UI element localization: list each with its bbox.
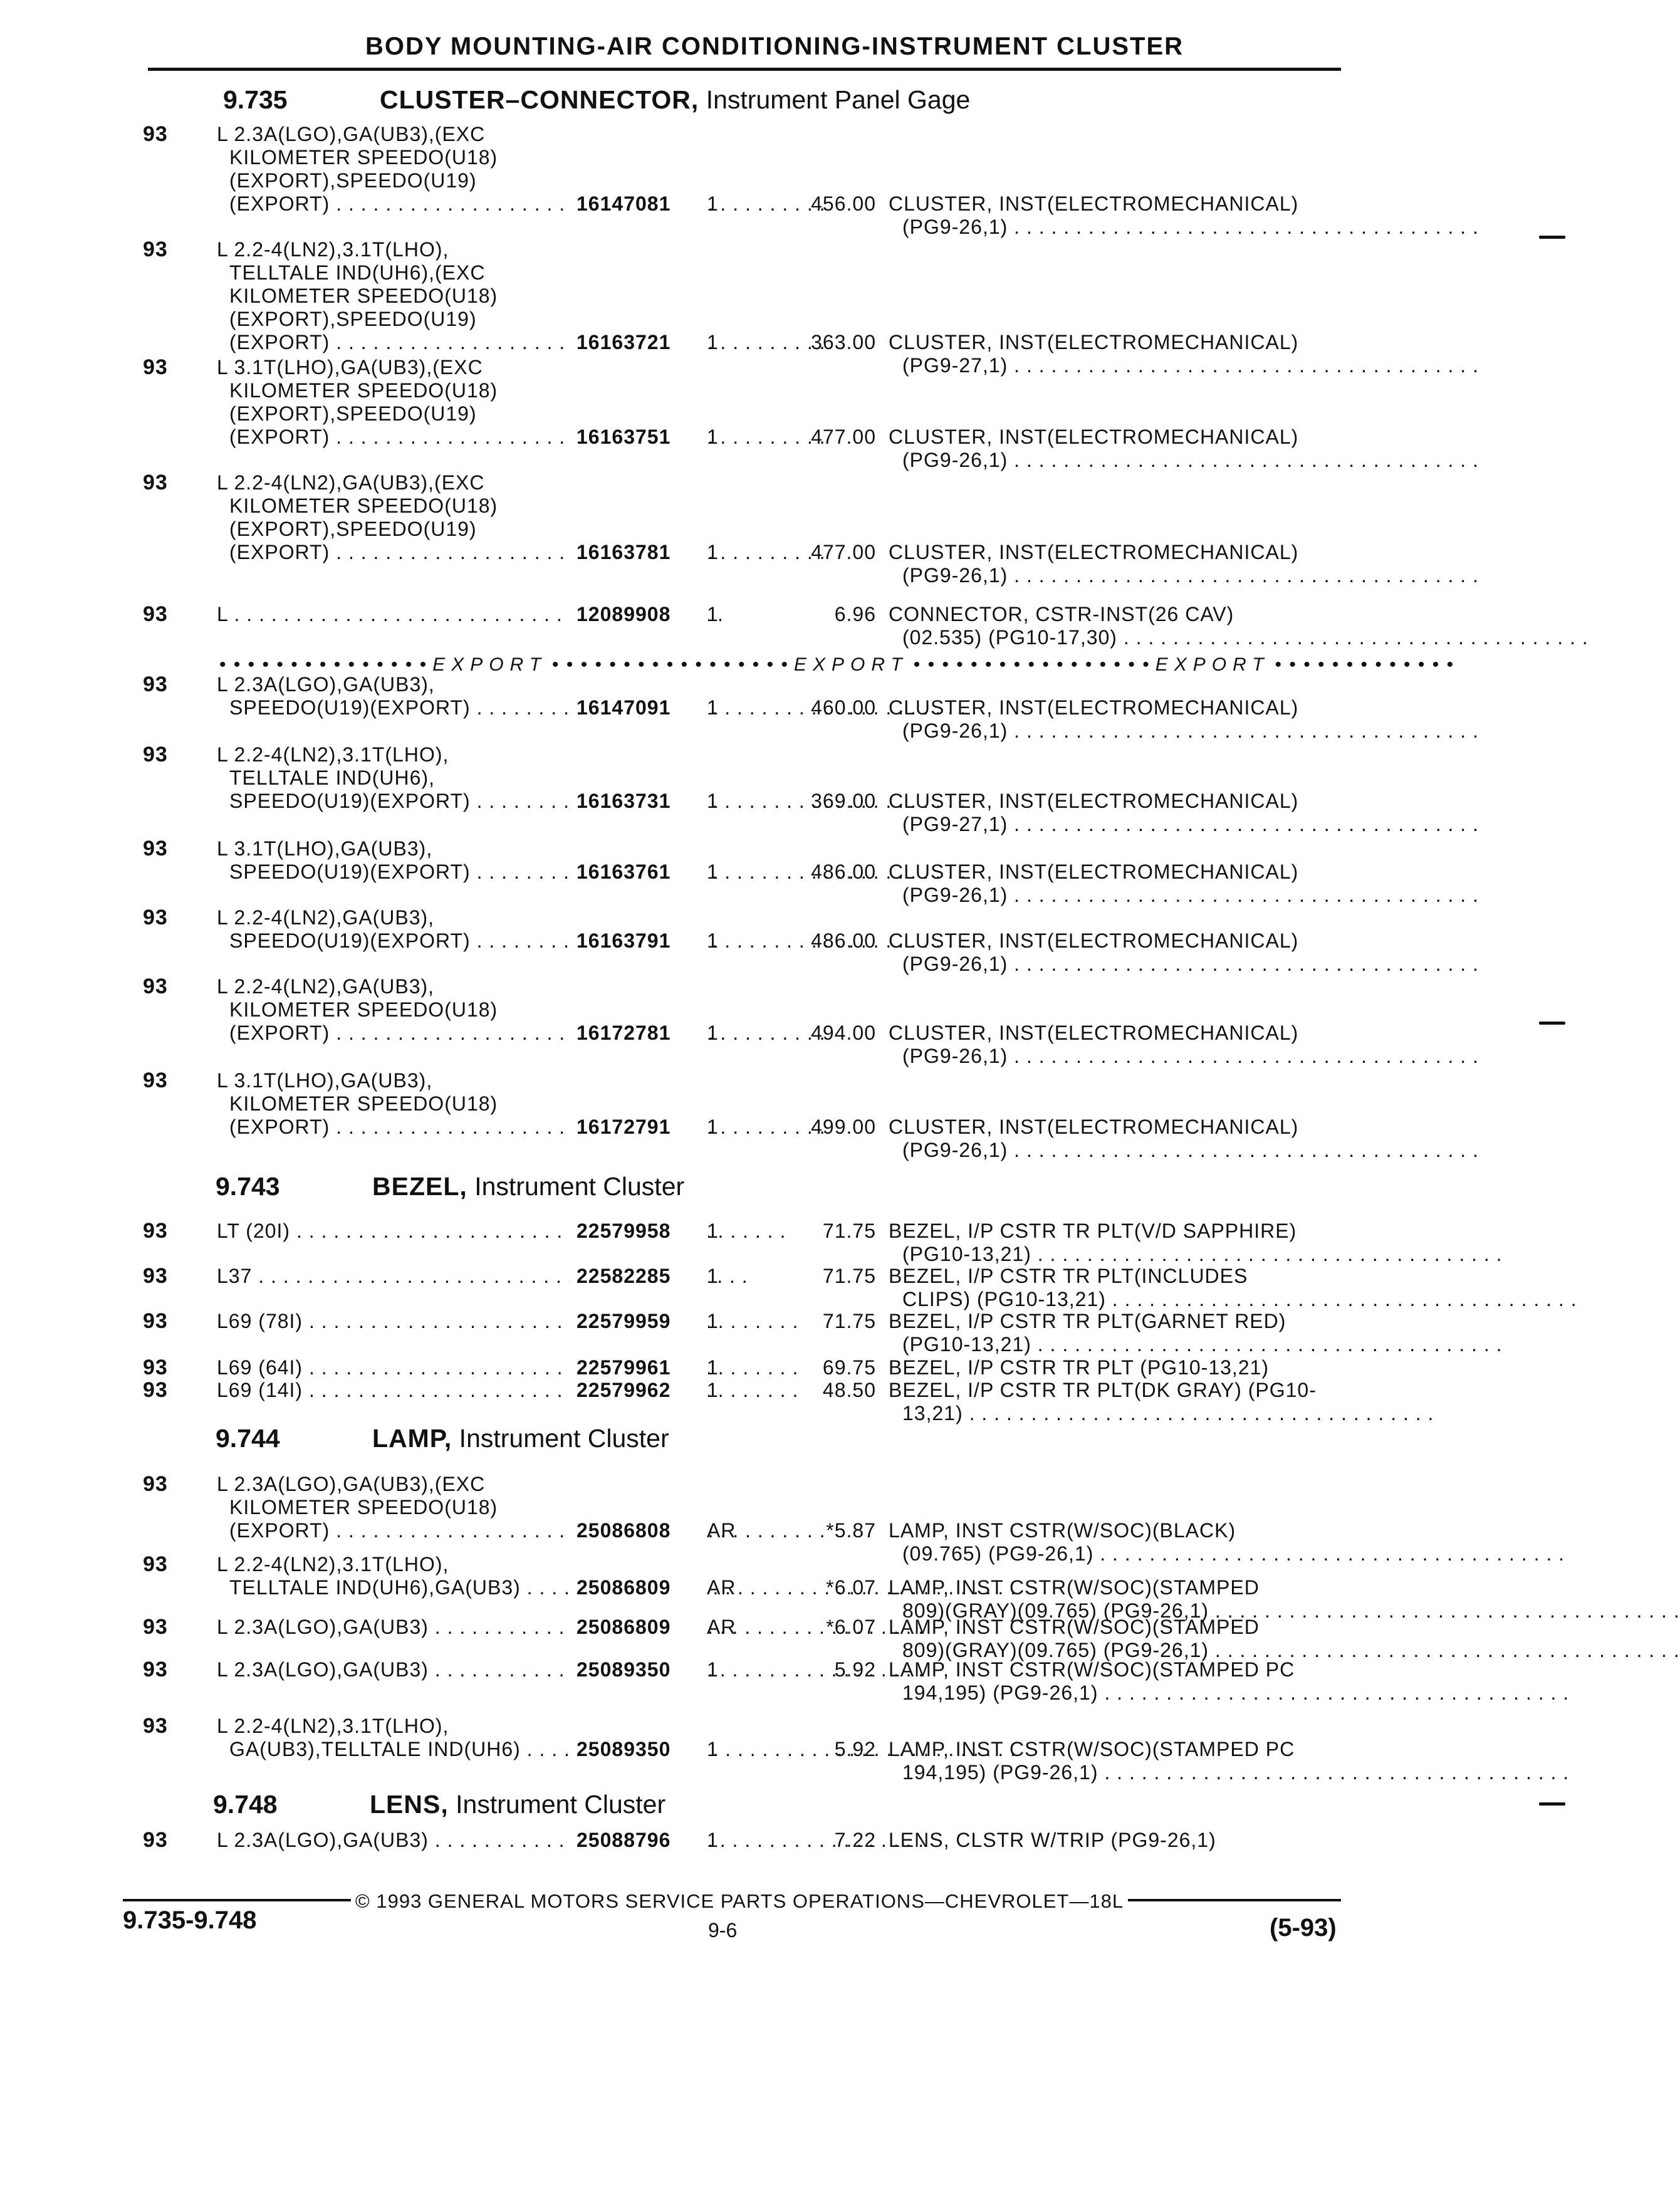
page-reference: (PG9-26,1) . . .: [889, 884, 1352, 907]
quantity: 1: [707, 1265, 719, 1287]
description-line: CLUSTER, INST(ELECTROMECHANICAL): [889, 426, 1299, 448]
quantity: 1: [707, 1220, 719, 1242]
part-number: 25088796: [570, 1829, 708, 1852]
part-number: 22582285: [570, 1265, 708, 1288]
application-line: L 2.2-4(LN2),3.1T(LHO),: [217, 1715, 449, 1737]
application-line: L69 (64I) . . .: [217, 1356, 706, 1379]
part-number: 16163761: [570, 860, 708, 884]
part-description: [889, 1310, 1352, 1356]
page-reference: (PG9-26,1) . . .: [889, 1139, 1352, 1162]
application-line: (EXPORT) . . .: [217, 541, 706, 564]
section-name: BEZEL,: [372, 1172, 467, 1201]
description-line: LAMP, INST CSTR(W/SOC)(BLACK): [889, 1519, 1236, 1542]
model-year: 93: [143, 238, 168, 261]
section-number: 9.735: [223, 85, 288, 114]
section-heading: [216, 1424, 669, 1453]
application-line: KILOMETER SPEEDO(U18): [229, 1496, 498, 1519]
page-reference: (PG9-26,1) . . .: [889, 719, 1352, 743]
application-line: L69 (78I) . . .: [217, 1310, 706, 1333]
page-reference: 809)(GRAY)(09.765) (PG9-26,1) . . .: [889, 1599, 1352, 1623]
part-number: 25089350: [570, 1738, 708, 1761]
application-line: SPEEDO(U19)(EXPORT) . . .: [217, 929, 706, 953]
quantity: 1: [707, 426, 719, 448]
application-line: (EXPORT),SPEEDO(U19): [229, 169, 477, 192]
description-line: BEZEL, I/P CSTR TR PLT (PG10-13,21): [889, 1356, 1270, 1379]
part-number: 16163721: [570, 331, 708, 354]
section-subtitle: Instrument Cluster: [456, 1790, 666, 1819]
quantity: 1: [707, 1658, 719, 1681]
part-description: [889, 790, 1352, 836]
price: *6.07: [826, 1576, 876, 1599]
part-description: [889, 603, 1352, 649]
price: 48.50: [822, 1379, 876, 1401]
part-description: [889, 541, 1352, 587]
part-number: 16163781: [570, 541, 708, 564]
application-line: L69 (14I) . . .: [217, 1379, 706, 1402]
part-number: 25086809: [570, 1576, 708, 1599]
section-heading: [223, 85, 970, 115]
application-line: L 2.3A(LGO),GA(UB3) . . .: [217, 1658, 706, 1681]
part-number: 22579962: [570, 1379, 708, 1402]
model-year: 93: [143, 1472, 168, 1496]
application-line: (EXPORT) . . .: [217, 1519, 706, 1542]
price: 477.00: [811, 541, 876, 563]
quantity: 1: [707, 696, 719, 719]
application-line: L 3.1T(LHO),GA(UB3),(EXC: [217, 356, 483, 379]
application-line: (EXPORT) . . .: [217, 426, 706, 449]
application-line: (EXPORT),SPEEDO(U19): [229, 308, 477, 330]
page-reference: 809)(GRAY)(09.765) (PG9-26,1) . . .: [889, 1639, 1352, 1662]
page-reference: (PG9-26,1) . . .: [889, 953, 1352, 976]
margin-mark: [1539, 1022, 1565, 1025]
model-year: 93: [143, 1714, 168, 1738]
part-number: 22579961: [570, 1356, 708, 1379]
description-line: CLUSTER, INST(ELECTROMECHANICAL): [889, 860, 1299, 883]
price: 369.00: [811, 790, 876, 812]
section-heading: [216, 1172, 684, 1201]
footer-section-range: 9.735-9.748: [123, 1906, 257, 1934]
part-number: 25086809: [570, 1616, 708, 1639]
part-description: [889, 1829, 1352, 1852]
part-description: [889, 860, 1352, 907]
price: 477.00: [811, 426, 876, 448]
application-line: TELLTALE IND(UH6),: [229, 766, 435, 789]
application-line: (EXPORT) . . .: [217, 1116, 706, 1139]
footer-copyright: © 1993 GENERAL MOTORS SERVICE PARTS OPERATIONS—CHEVROLET—18L: [351, 1890, 1128, 1913]
section-number: 9.744: [216, 1424, 280, 1453]
page-reference: (PG10-13,21) . . .: [889, 1243, 1352, 1266]
part-description: [889, 1265, 1352, 1311]
application-line: SPEEDO(U19)(EXPORT) . . .: [217, 790, 706, 813]
price: 5.92: [834, 1738, 876, 1760]
quantity: 1: [707, 1356, 719, 1379]
application-line: (EXPORT),SPEEDO(U19): [229, 402, 477, 425]
quantity: 1: [707, 1829, 719, 1851]
quantity: 1: [707, 331, 719, 353]
section-heading: [213, 1790, 665, 1819]
price: *6.07: [826, 1616, 876, 1638]
part-description: [889, 1220, 1352, 1266]
quantity: 1: [707, 929, 719, 952]
part-description: [889, 426, 1352, 472]
description-line: CLUSTER, INST(ELECTROMECHANICAL): [889, 192, 1299, 215]
page-reference: (PG9-27,1) . . .: [889, 354, 1352, 377]
description-line: CLUSTER, INST(ELECTROMECHANICAL): [889, 541, 1299, 563]
application-line: L . . .: [217, 603, 706, 626]
application-line: SPEEDO(U19)(EXPORT) . . .: [217, 696, 706, 719]
part-number: 16147091: [570, 696, 708, 719]
page-reference: (02.535) (PG10-17,30) . . .: [889, 626, 1352, 649]
section-number: 9.743: [216, 1172, 280, 1201]
part-description: [889, 696, 1352, 743]
description-line: CONNECTOR, CSTR-INST(26 CAV): [889, 603, 1234, 625]
price: 5.92: [834, 1658, 876, 1681]
application-line: L 2.2-4(LN2),3.1T(LHO),: [217, 1553, 449, 1576]
application-line: L 2.2-4(LN2),GA(UB3),: [217, 975, 435, 998]
description-line: CLUSTER, INST(ELECTROMECHANICAL): [889, 1022, 1299, 1044]
footer-page-number: 9-6: [708, 1919, 738, 1942]
price: 7.22: [834, 1829, 876, 1851]
model-year: 93: [143, 1069, 168, 1092]
model-year: 93: [143, 837, 168, 860]
section-subtitle: Instrument Cluster: [459, 1424, 669, 1453]
model-year: 93: [143, 1264, 168, 1288]
description-line: LAMP, INST CSTR(W/SOC)(STAMPED: [889, 1576, 1260, 1599]
quantity: 1: [707, 1310, 719, 1332]
model-year: 93: [143, 1219, 168, 1243]
part-description: [889, 192, 1352, 239]
application-line: L 2.3A(LGO),GA(UB3) . . .: [217, 1616, 706, 1639]
model-year: 93: [143, 1552, 168, 1576]
quantity: 1: [707, 1116, 719, 1138]
part-number: 22579959: [570, 1310, 708, 1333]
application-line: L 3.1T(LHO),GA(UB3),: [217, 1069, 433, 1092]
application-line: L 2.2-4(LN2),3.1T(LHO),: [217, 238, 449, 261]
price: 69.75: [822, 1356, 876, 1379]
description-line: BEZEL, I/P CSTR TR PLT(V/D SAPPHIRE): [889, 1220, 1297, 1242]
part-number: 16147081: [570, 192, 708, 216]
quantity: 1: [707, 1022, 719, 1044]
quantity: 1: [707, 1379, 719, 1401]
price: 71.75: [822, 1310, 876, 1332]
part-number: 25086808: [570, 1519, 708, 1542]
quantity: 1: [707, 790, 719, 812]
footer-date: (5-93): [1270, 1914, 1337, 1942]
description-line: LAMP, INST CSTR(W/SOC)(STAMPED: [889, 1616, 1260, 1638]
part-number: 16172791: [570, 1116, 708, 1139]
export-marker: EXPORT: [1155, 654, 1270, 675]
quantity: 1: [707, 860, 719, 883]
price: 460.00: [811, 696, 876, 719]
quantity: AR: [707, 1616, 736, 1638]
part-description: [889, 1116, 1352, 1162]
price: 499.00: [811, 1116, 876, 1138]
quantity: AR: [707, 1576, 736, 1599]
part-description: [889, 1738, 1352, 1784]
application-line: L 2.3A(LGO),GA(UB3) . . .: [217, 1829, 706, 1852]
page-reference: (PG9-26,1) . . .: [889, 449, 1352, 472]
model-year: 93: [143, 743, 168, 766]
application-line: LT (20I) . . .: [217, 1220, 706, 1243]
price: *5.87: [826, 1519, 876, 1542]
model-year: 93: [143, 1309, 168, 1333]
model-year: 93: [143, 906, 168, 929]
description-line: BEZEL, I/P CSTR TR PLT(INCLUDES: [889, 1265, 1248, 1287]
export-marker: EXPORT: [432, 654, 548, 675]
page-reference: 194,195) (PG9-26,1) . . .: [889, 1681, 1352, 1705]
application-line: KILOMETER SPEEDO(U18): [229, 146, 498, 169]
description-line: CLUSTER, INST(ELECTROMECHANICAL): [889, 1116, 1299, 1138]
price: 71.75: [822, 1265, 876, 1287]
model-year: 93: [143, 975, 168, 998]
margin-mark: [1539, 236, 1565, 239]
part-description: [889, 1658, 1352, 1705]
part-number: 12089908: [570, 603, 708, 626]
part-number: 16163751: [570, 426, 708, 449]
application-line: SPEEDO(U19)(EXPORT) . . .: [217, 860, 706, 884]
description-line: CLUSTER, INST(ELECTROMECHANICAL): [889, 790, 1299, 812]
application-line: (EXPORT),SPEEDO(U19): [229, 518, 477, 540]
section-name: LAMP,: [372, 1424, 452, 1453]
price: 6.96: [834, 603, 876, 625]
description-line: LAMP, INST CSTR(W/SOC)(STAMPED PC: [889, 1738, 1295, 1760]
application-line: (EXPORT) . . .: [217, 331, 706, 354]
model-year: 93: [143, 355, 168, 379]
application-line: GA(UB3),TELLTALE IND(UH6) . . .: [217, 1738, 706, 1761]
application-line: L37 . . .: [217, 1265, 706, 1288]
model-year: 93: [143, 672, 168, 696]
part-description: [889, 331, 1352, 377]
application-line: (EXPORT) . . .: [217, 192, 706, 216]
quantity: 1: [707, 541, 719, 563]
header-rule: [148, 68, 1341, 71]
section-subtitle: Instrument Cluster: [474, 1172, 685, 1201]
application-line: L 2.2-4(LN2),GA(UB3),(EXC: [217, 471, 485, 494]
part-description: [889, 1616, 1352, 1662]
description-line: CLUSTER, INST(ELECTROMECHANICAL): [889, 696, 1299, 719]
part-description: [889, 1356, 1352, 1379]
application-line: (EXPORT) . . .: [217, 1022, 706, 1045]
quantity: 1: [707, 192, 719, 215]
model-year: 93: [143, 1378, 168, 1402]
section-number: 9.748: [213, 1790, 278, 1819]
application-line: KILOMETER SPEEDO(U18): [229, 1092, 498, 1115]
model-year: 93: [143, 602, 168, 626]
export-marker: EXPORT: [793, 654, 909, 675]
page-reference: 13,21) . . .: [889, 1402, 1352, 1425]
page-reference: CLIPS) (PG10-13,21) . . .: [889, 1288, 1352, 1311]
part-number: 16172781: [570, 1022, 708, 1045]
application-line: KILOMETER SPEEDO(U18): [229, 285, 498, 307]
application-line: L 2.3A(LGO),GA(UB3),(EXC: [217, 1473, 486, 1495]
price: 71.75: [822, 1220, 876, 1242]
description-line: BEZEL, I/P CSTR TR PLT(DK GRAY) (PG10-: [889, 1379, 1317, 1401]
application-line: KILOMETER SPEEDO(U18): [229, 494, 498, 517]
price: 486.00: [811, 929, 876, 952]
application-line: L 2.3A(LGO),GA(UB3),: [217, 673, 435, 696]
model-year: 93: [143, 1615, 168, 1639]
part-description: [889, 929, 1352, 976]
price: 486.00: [811, 860, 876, 883]
page-reference: (PG9-26,1) . . .: [889, 1045, 1352, 1068]
price: 456.00: [811, 192, 876, 215]
page-reference: (PG9-26,1) . . .: [889, 216, 1352, 239]
part-description: [889, 1379, 1352, 1425]
part-number: 25089350: [570, 1658, 708, 1681]
part-number: 16163731: [570, 790, 708, 813]
margin-mark: [1539, 1802, 1565, 1806]
section-subtitle: Instrument Panel Gage: [706, 85, 971, 114]
description-line: CLUSTER, INST(ELECTROMECHANICAL): [889, 929, 1299, 952]
quantity: 1: [707, 603, 719, 625]
application-line: L 2.2-4(LN2),3.1T(LHO),: [217, 743, 449, 766]
part-number: 22579958: [570, 1220, 708, 1243]
model-year: 93: [143, 122, 168, 146]
page-reference: (PG9-26,1) . . .: [889, 564, 1352, 587]
application-line: TELLTALE IND(UH6),(EXC: [229, 261, 486, 284]
application-line: L 2.2-4(LN2),GA(UB3),: [217, 906, 435, 929]
quantity: 1: [707, 1738, 719, 1760]
application-line: KILOMETER SPEEDO(U18): [229, 379, 498, 402]
export-divider: • • • • • • • • • • • • • • • EXPORT • • • • • • • • • • • • • • • • • EXPORT • • • • • • • • • • • • • • • • • EXPORT • • • • • • • • • • • • •: [219, 654, 1455, 675]
application-line: L 3.1T(LHO),GA(UB3),: [217, 837, 433, 860]
model-year: 93: [143, 1658, 168, 1681]
part-description: [889, 1022, 1352, 1068]
part-description: [889, 1519, 1352, 1566]
section-name: LENS,: [370, 1790, 449, 1819]
part-number: 16163791: [570, 929, 708, 953]
price: 363.00: [811, 331, 876, 353]
quantity: AR: [707, 1519, 736, 1542]
application-line: TELLTALE IND(UH6),GA(UB3) . . .: [217, 1576, 706, 1599]
page-reference: (09.765) (PG9-26,1) . . .: [889, 1542, 1352, 1566]
description-line: LENS, CLSTR W/TRIP (PG9-26,1): [889, 1829, 1216, 1851]
description-line: CLUSTER, INST(ELECTROMECHANICAL): [889, 331, 1299, 353]
description-line: LAMP, INST CSTR(W/SOC)(STAMPED PC: [889, 1658, 1295, 1681]
page-reference: (PG9-27,1) . . .: [889, 813, 1352, 836]
model-year: 93: [143, 471, 168, 494]
application-line: L 2.3A(LGO),GA(UB3),(EXC: [217, 123, 486, 145]
model-year: 93: [143, 1356, 168, 1379]
model-year: 93: [143, 1828, 168, 1852]
application-line: KILOMETER SPEEDO(U18): [229, 998, 498, 1021]
section-name: CLUSTER–CONNECTOR,: [380, 85, 699, 114]
page-reference: 194,195) (PG9-26,1) . . .: [889, 1761, 1352, 1784]
price: 494.00: [811, 1022, 876, 1044]
page-reference: (PG10-13,21) . . .: [889, 1333, 1352, 1356]
description-line: BEZEL, I/P CSTR TR PLT(GARNET RED): [889, 1310, 1286, 1332]
page-title: BODY MOUNTING-AIR CONDITIONING-INSTRUMENT CLUSTER: [365, 33, 1184, 60]
